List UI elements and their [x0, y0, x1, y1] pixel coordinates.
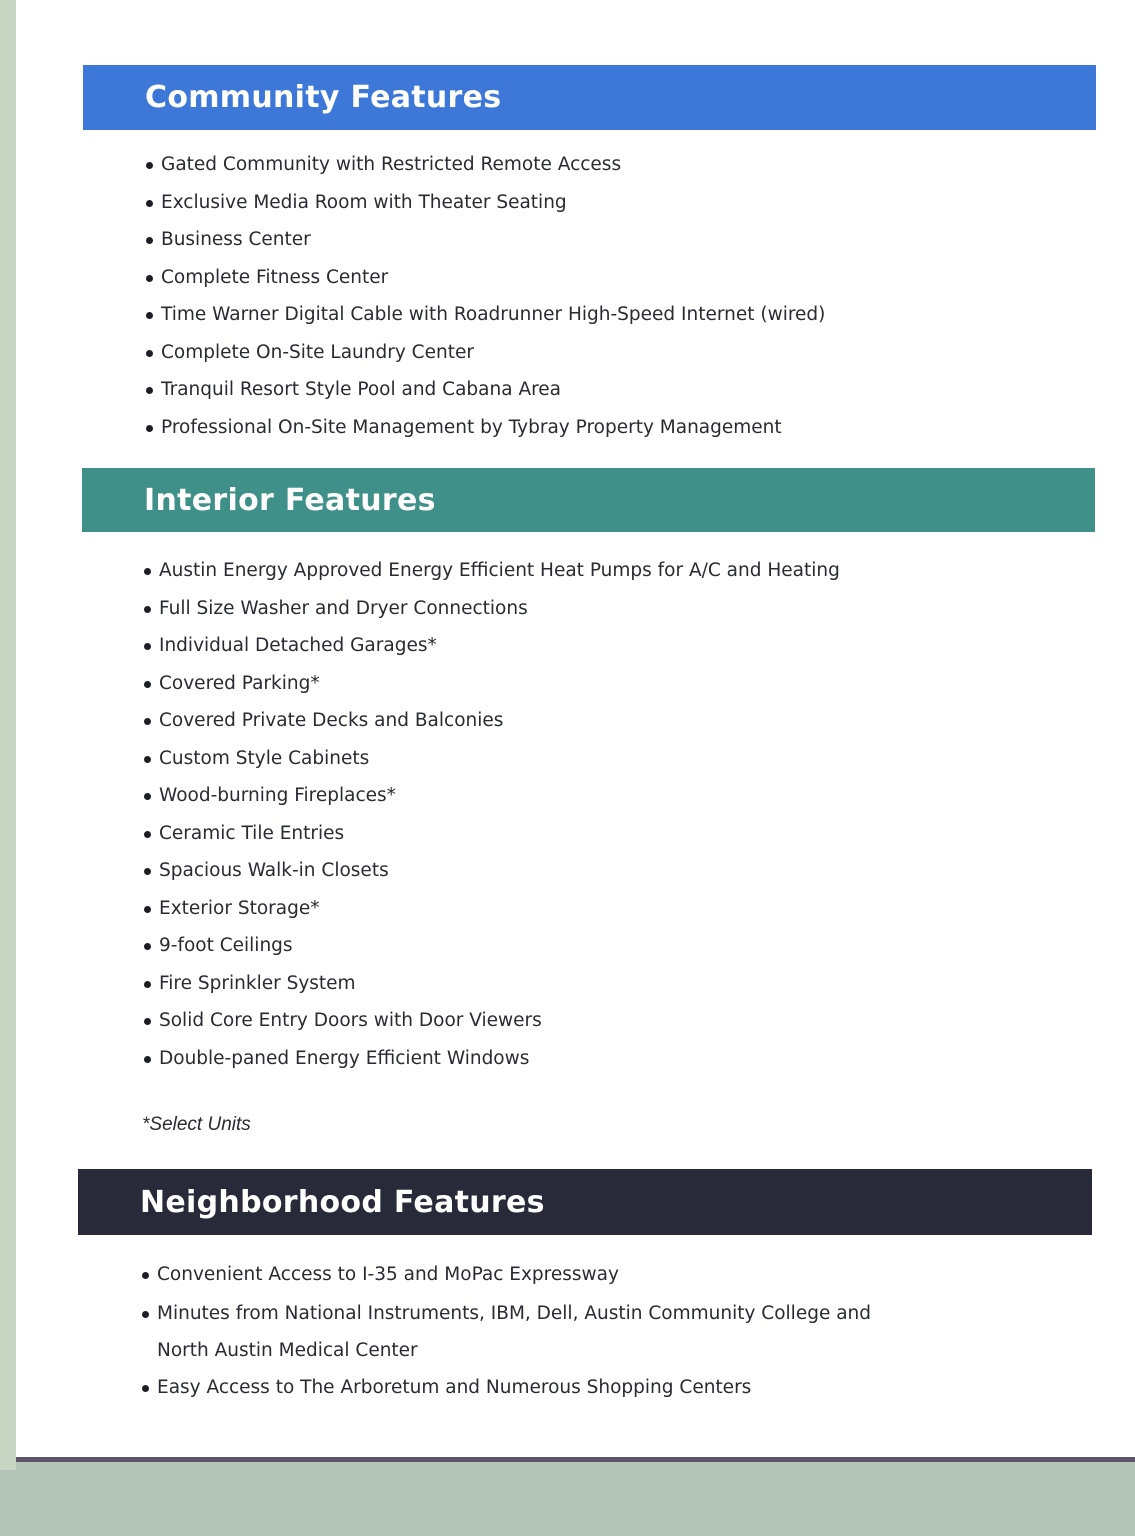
interior-features-header [82, 468, 1095, 532]
list-item: Gated Community with Restricted Remote Access [145, 150, 825, 188]
list-item: Wood-burning Fireplaces* [143, 781, 840, 819]
neighborhood-features-header [78, 1169, 1092, 1235]
list-item: Custom Style Cabinets [143, 744, 840, 782]
list-item: Professional On-Site Management by Tybray Property Management [145, 413, 825, 451]
list-item: Convenient Access to I-35 and MoPac Expressway [141, 1256, 917, 1295]
list-item: Covered Parking* [143, 669, 840, 707]
list-item: Fire Sprinkler System [143, 969, 840, 1007]
select-units-footnote: *Select Units [142, 1114, 251, 1135]
list-item: Business Center [145, 225, 825, 263]
list-item: Exclusive Media Room with Theater Seating [145, 188, 825, 226]
list-item: Tranquil Resort Style Pool and Cabana Area [145, 375, 825, 413]
list-item: Ceramic Tile Entries [143, 819, 840, 857]
interior-features-title: Interior Features [144, 482, 436, 518]
binding-strip [0, 0, 16, 1470]
list-item: Double-paned Energy Efficient Windows [143, 1044, 840, 1082]
list-item: Time Warner Digital Cable with Roadrunner High-Speed Internet (wired) [145, 300, 825, 338]
list-item: Complete On-Site Laundry Center [145, 338, 825, 376]
list-item: Covered Private Decks and Balconies [143, 706, 840, 744]
list-item: Complete Fitness Center [145, 263, 825, 301]
list-item: Full Size Washer and Dryer Connections [143, 594, 840, 632]
community-features-header [83, 65, 1096, 130]
community-features-title: Community Features [145, 80, 502, 115]
neighborhood-features-list [141, 1256, 917, 1408]
list-item: Easy Access to The Arboretum and Numerous Shopping Centers [141, 1369, 917, 1408]
list-item: Individual Detached Garages* [143, 631, 840, 669]
interior-features-list [143, 556, 840, 1081]
brochure-page [16, 0, 1135, 1462]
list-item: Minutes from National Instruments, IBM, Dell, Austin Community College and North Austin Medical Center [141, 1295, 917, 1369]
list-item: Exterior Storage* [143, 894, 840, 932]
neighborhood-features-title: Neighborhood Features [140, 1184, 545, 1220]
list-item: Austin Energy Approved Energy Efficient Heat Pumps for A/C and Heating [143, 556, 840, 594]
community-features-list [145, 150, 825, 450]
list-item: Solid Core Entry Doors with Door Viewers [143, 1006, 840, 1044]
list-item: 9-foot Ceilings [143, 931, 840, 969]
list-item: Spacious Walk-in Closets [143, 856, 840, 894]
